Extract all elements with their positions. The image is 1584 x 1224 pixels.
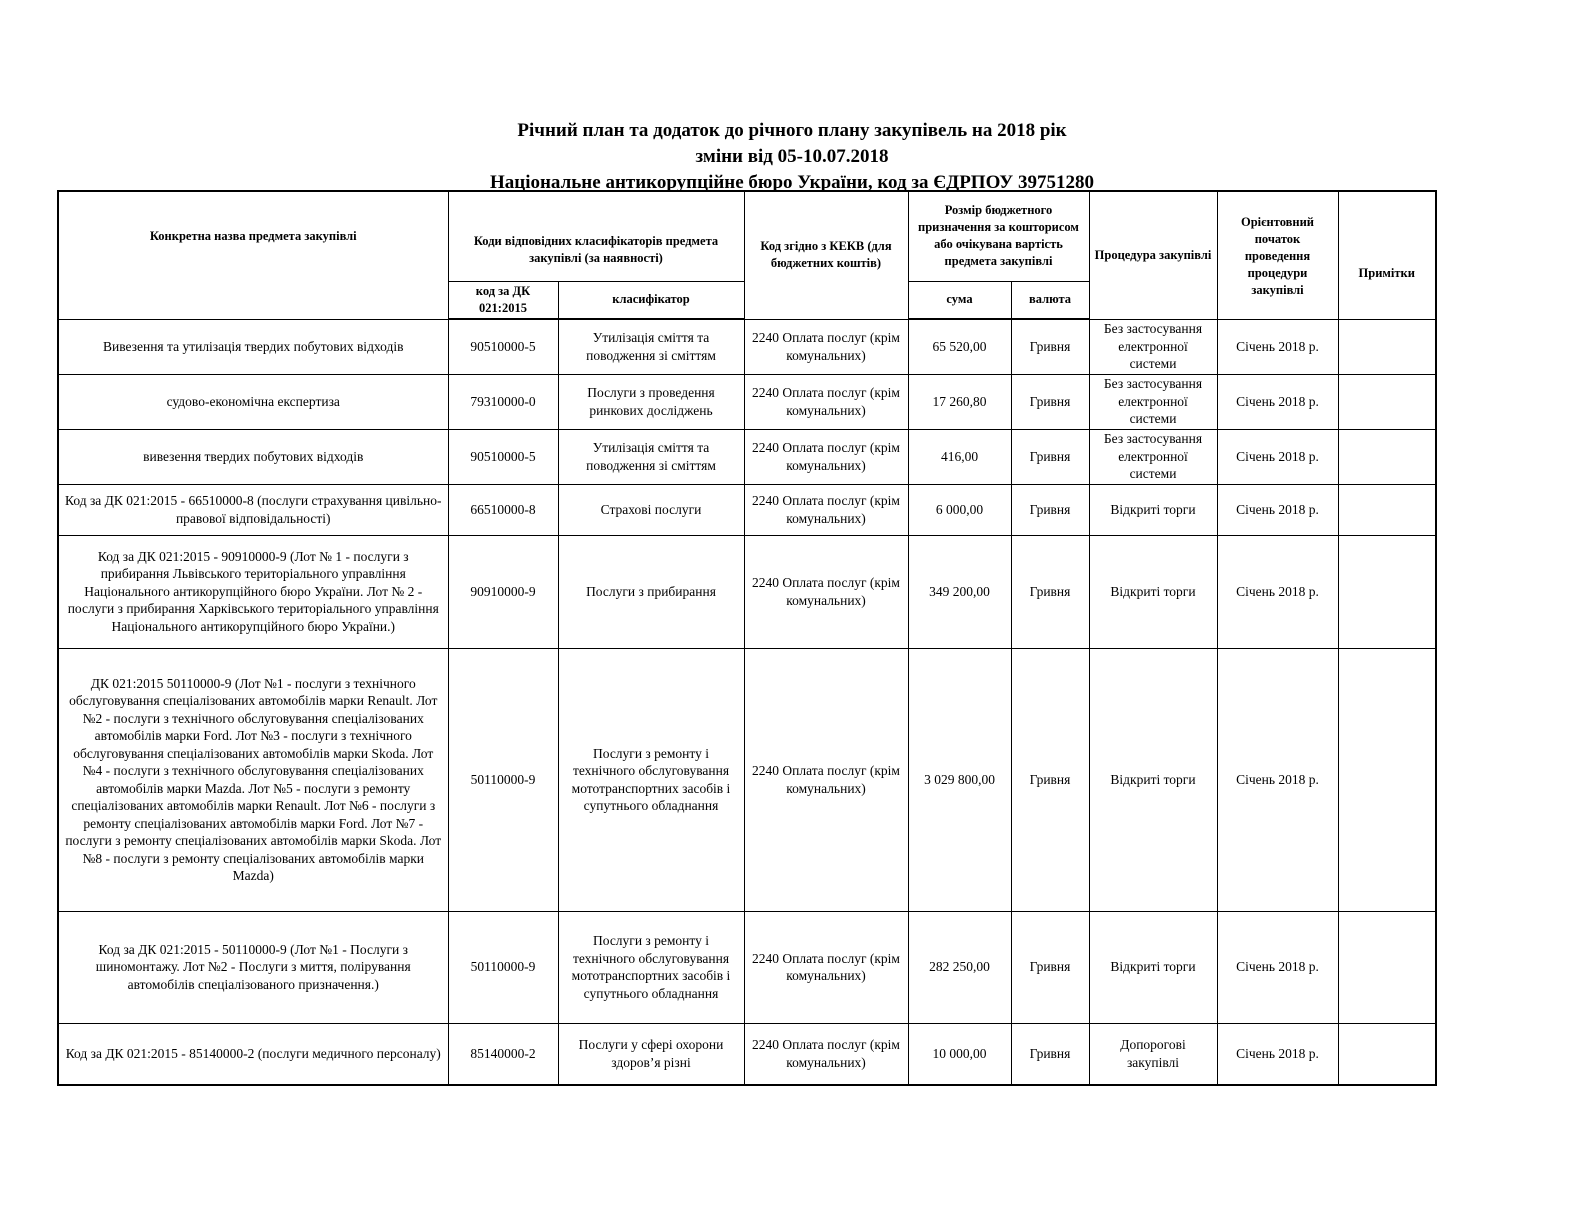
- cell-notes: [1338, 484, 1436, 535]
- cell-dk-code: 90510000-5: [448, 429, 558, 484]
- table-row: [58, 429, 1436, 484]
- cell-classifier: Послуги з проведення ринкових досліджень: [558, 374, 744, 429]
- cell-procedure: Без застосування електронної системи: [1089, 429, 1217, 484]
- column-header-classifier: класифікатор: [558, 281, 744, 319]
- cell-classifier: Послуги з ремонту і технічного обслуговування мототранспортних засобів і супутнього обладнання: [558, 911, 744, 1023]
- column-header-name: Конкретна назва предмета закупівлі: [58, 191, 448, 319]
- cell-classifier: Послуги з ремонту і технічного обслуговування мототранспортних засобів і супутнього обладнання: [558, 648, 744, 911]
- cell-sum: 17 260,80: [908, 374, 1011, 429]
- cell-procedure: Відкриті торги: [1089, 911, 1217, 1023]
- cell-name: Код за ДК 021:2015 - 85140000-2 (послуги медичного персоналу): [58, 1023, 448, 1085]
- cell-start: Січень 2018 р.: [1217, 484, 1338, 535]
- cell-name: судово-економічна експертиза: [58, 374, 448, 429]
- table-body: [58, 319, 1436, 1085]
- cell-currency: Гривня: [1011, 911, 1089, 1023]
- cell-procedure: Без застосування електронної системи: [1089, 319, 1217, 374]
- table-row: [58, 535, 1436, 648]
- document-subtitle-organization: Національне антикорупційне бюро України, код за ЄДРПОУ 39751280: [489, 172, 1094, 193]
- cell-currency: Гривня: [1011, 429, 1089, 484]
- cell-sum: 65 520,00: [908, 319, 1011, 374]
- column-header-codes-group: Коди відповідних класифікаторів предмета закупівлі (за наявності): [448, 191, 744, 281]
- cell-start: Січень 2018 р.: [1217, 429, 1338, 484]
- cell-currency: Гривня: [1011, 319, 1089, 374]
- cell-currency: Гривня: [1011, 648, 1089, 911]
- table-row: [58, 319, 1436, 374]
- cell-procedure: Допорогові закупівлі: [1089, 1023, 1217, 1085]
- cell-classifier: Утилізація сміття та поводження зі сміттям: [558, 429, 744, 484]
- cell-name: Код за ДК 021:2015 - 66510000-8 (послуги страхування цивільно-правової відповідальності): [58, 484, 448, 535]
- cell-dk-code: 90910000-9: [448, 535, 558, 648]
- cell-notes: [1338, 648, 1436, 911]
- cell-sum: 349 200,00: [908, 535, 1011, 648]
- cell-name: Вивезення та утилізація твердих побутових відходів: [58, 319, 448, 374]
- cell-sum: 6 000,00: [908, 484, 1011, 535]
- cell-dk-code: 85140000-2: [448, 1023, 558, 1085]
- cell-name: Код за ДК 021:2015 - 50110000-9 (Лот №1 - Послуги з шиномонтажу. Лот №2 - Послуги з миття, полірування автомобілів спеціалізованого призначення.): [58, 911, 448, 1023]
- cell-procedure: Відкриті торги: [1089, 648, 1217, 911]
- cell-classifier: Послуги з прибирання: [558, 535, 744, 648]
- cell-name: ДК 021:2015 50110000-9 (Лот №1 - послуги з технічного обслуговування спеціалізованих автомобілів марки Renault. Лот №2 - послуги з технічного обслуговування спеціалізованих автомобілів марки Ford. Лот №3 - послуги з технічного обслуговування спеціалізованих автомобілів марки Skoda. Лот №4 - послуги з технічного обслуговування спеціалізованих автомобілів марки Mazda. Лот №5 - послуги з ремонту спеціалізованих автомобілів марки Renault. Лот №6 - послуги з ремонту спеціалізованих автомобілів марки Ford. Лот №7 - послуги з ремонту спеціалізованих автомобілів марки Skoda. Лот №8 - послуги з ремонту спеціалізованих автомобілів марки Mazda): [58, 648, 448, 911]
- cell-dk-code: 66510000-8: [448, 484, 558, 535]
- cell-kekv: 2240 Оплата послуг (крім комунальних): [744, 374, 908, 429]
- cell-start: Січень 2018 р.: [1217, 374, 1338, 429]
- table-row: [58, 374, 1436, 429]
- column-header-procedure: Процедура закупівлі: [1089, 191, 1217, 319]
- cell-notes: [1338, 319, 1436, 374]
- cell-procedure: Без застосування електронної системи: [1089, 374, 1217, 429]
- column-header-start: Орієнтовний початок проведення процедури закупівлі: [1217, 191, 1338, 319]
- document-subtitle-changes: зміни від 05-10.07.2018: [695, 146, 889, 167]
- cell-notes: [1338, 429, 1436, 484]
- cell-start: Січень 2018 р.: [1217, 1023, 1338, 1085]
- table-row: [58, 484, 1436, 535]
- cell-currency: Гривня: [1011, 1023, 1089, 1085]
- cell-currency: Гривня: [1011, 374, 1089, 429]
- cell-start: Січень 2018 р.: [1217, 648, 1338, 911]
- cell-sum: 3 029 800,00: [908, 648, 1011, 911]
- cell-kekv: 2240 Оплата послуг (крім комунальних): [744, 429, 908, 484]
- column-header-notes: Примітки: [1338, 191, 1436, 319]
- cell-classifier: Послуги у сфері охорони здоров’я різні: [558, 1023, 744, 1085]
- cell-kekv: 2240 Оплата послуг (крім комунальних): [744, 911, 908, 1023]
- cell-kekv: 2240 Оплата послуг (крім комунальних): [744, 535, 908, 648]
- cell-sum: 10 000,00: [908, 1023, 1011, 1085]
- cell-start: Січень 2018 р.: [1217, 911, 1338, 1023]
- cell-kekv: 2240 Оплата послуг (крім комунальних): [744, 648, 908, 911]
- table-row: [58, 911, 1436, 1023]
- cell-classifier: Страхові послуги: [558, 484, 744, 535]
- cell-procedure: Відкриті торги: [1089, 535, 1217, 648]
- cell-currency: Гривня: [1011, 535, 1089, 648]
- cell-dk-code: 79310000-0: [448, 374, 558, 429]
- column-header-currency: валюта: [1011, 281, 1089, 319]
- cell-start: Січень 2018 р.: [1217, 535, 1338, 648]
- cell-procedure: Відкриті торги: [1089, 484, 1217, 535]
- cell-name: вивезення твердих побутових відходів: [58, 429, 448, 484]
- column-header-sum: сума: [908, 281, 1011, 319]
- table-row: [58, 1023, 1436, 1085]
- table-header: [58, 191, 1436, 319]
- document-header: [0, 118, 1584, 196]
- cell-notes: [1338, 535, 1436, 648]
- cell-dk-code: 50110000-9: [448, 648, 558, 911]
- column-header-dk-code: код за ДК 021:2015: [448, 281, 558, 319]
- column-header-budget: Розмір бюджетного призначення за кошторисом або очікувана вартість предмета закупівлі: [908, 191, 1089, 281]
- procurement-plan-table: [57, 190, 1437, 1086]
- cell-currency: Гривня: [1011, 484, 1089, 535]
- cell-sum: 416,00: [908, 429, 1011, 484]
- cell-sum: 282 250,00: [908, 911, 1011, 1023]
- column-header-kekv: Код згідно з КЕКВ (для бюджетних коштів): [744, 191, 908, 319]
- cell-dk-code: 50110000-9: [448, 911, 558, 1023]
- cell-classifier: Утилізація сміття та поводження зі сміттям: [558, 319, 744, 374]
- cell-notes: [1338, 374, 1436, 429]
- cell-notes: [1338, 1023, 1436, 1085]
- cell-kekv: 2240 Оплата послуг (крім комунальних): [744, 484, 908, 535]
- cell-name: Код за ДК 021:2015 - 90910000-9 (Лот № 1 - послуги з прибирання Львівського територіального управління Національного антикорупційного бюро України. Лот № 2 - послуги з прибирання Харківського територіального управління Національного антикорупційного бюро України.): [58, 535, 448, 648]
- cell-start: Січень 2018 р.: [1217, 319, 1338, 374]
- cell-dk-code: 90510000-5: [448, 319, 558, 374]
- cell-kekv: 2240 Оплата послуг (крім комунальних): [744, 1023, 908, 1085]
- cell-notes: [1338, 911, 1436, 1023]
- table-row: [58, 648, 1436, 911]
- document-title: Річний план та додаток до річного плану закупівель на 2018 рік: [517, 120, 1067, 141]
- cell-kekv: 2240 Оплата послуг (крім комунальних): [744, 319, 908, 374]
